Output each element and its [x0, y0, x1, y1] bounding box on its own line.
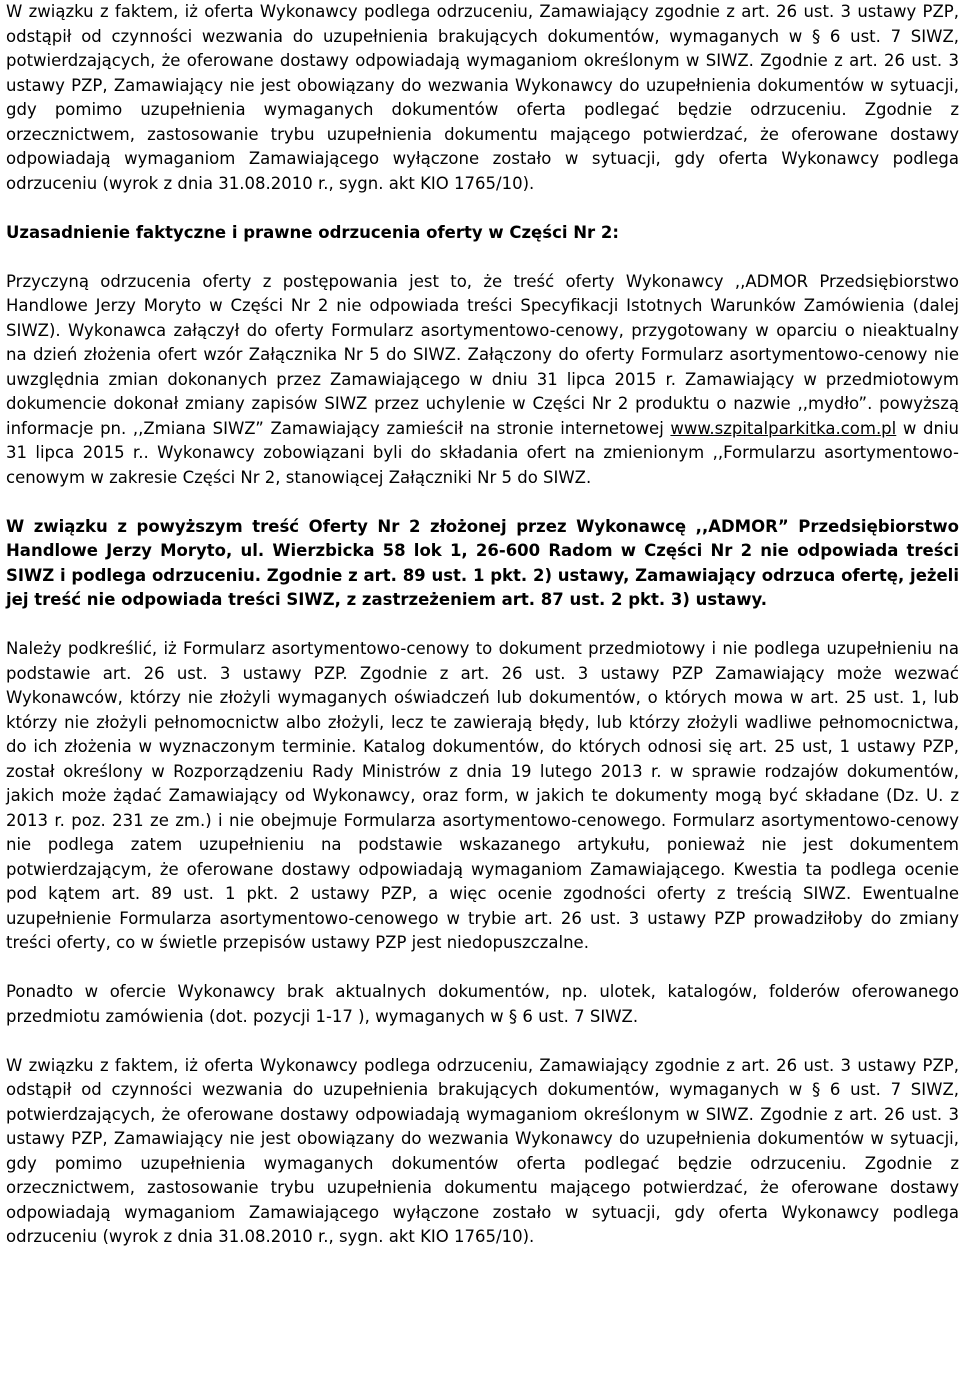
paragraph-form-not-supplementable: Należy podkreślić, iż Formularz asortymentowo-cenowy to dokument przedmiotowy i nie podlega uzupełnieniu na podstawie art. 26 ust. 3 ustawy PZP. Zgodnie z art. 26 ust. 3 ustawy PZP Zamawiający może wezwać Wykonawców, którzy nie złożyli wymaganych oświadczeń lub dokumentów, o których mowa w art. 25 ust. 1, lub którzy nie złożyli pełnomocnictw albo złożyli, lecz te zawierają błędy, lub którzy złożyli wadliwe pełnomocnictwa, do ich złożenia w wyznaczonym terminie. Katalog dokumentów, do których odnosi się art. 25 ust, 1 ustawy PZP, został określony w Rozporządzeniu Rady Ministrów z dnia 19 lutego 2013 r. w sprawie rodzajów dokumentów, jakich może żądać Zamawiający od Wykonawcy, oraz form, w jakich te dokumenty mogą być składane (Dz. U. z 2013 r. poz. 231 ze zm.) i nie obejmuje Formularza asortymentowo-cenowego. Formularz asortymentowo-cenowy nie podlega zatem uzupełnieniu na podstawie wskazanego artykułu, ponieważ nie jest dokumentem potwierdzającym, że oferowane dostawy odpowiadają wymaganiom Zamawiającego. Kwestia ta podlega ocenie pod kątem art. 89 ust. 1 pkt. 2 ustawy PZP, a więc ocenie zgodności oferty z treścią SIWZ. Ewentualne uzupełnienie Formularza asortymentowo-cenowego w trybie art. 26 ust. 3 ustawy PZP prowadziłoby do zmiany treści oferty, co w świetle przepisów ustawy PZP jest niedopuszczalne.: [6, 639, 959, 952]
rejection-reason-text: Przyczyną odrzucenia oferty z postępowania jest to, że treść oferty Wykonawcy ,,ADMOR Przedsiębiorstwo Handlowe Jerzy Moryto w Części Nr 2 nie odpowiada treści Specyfikacji Istotnych Warunków Zamówienia (dalej SIWZ). Wykonawca załączył do oferty Formularz asortymentowo-cenowy, przygotowany w oparciu o nieaktualny na dzień złożenia ofert wzór Załącznika Nr 5 do SIWZ. Załączony do oferty Formularz asortymentowo-cenowy nie uwzględnia zmian dokonanych przez Zamawiającego w dniu 31 lipca 2015 r. Zamawiający w przedmiotowym dokumencie dokonał zmiany zapisów SIWZ przez uchylenie w Części Nr 2 produktu o nazwie ,,mydło”. powyższą informacje pn. ,,Zmiana SIWZ” Zamawiający zamieścił na stronie internetowej: [6, 271, 959, 438]
section-heading: Uzasadnienie faktyczne i prawne odrzucenia oferty w Części Nr 2:: [6, 222, 620, 242]
paragraph-supplement-waiver: W związku z faktem, iż oferta Wykonawcy podlega odrzuceniu, Zamawiający zgodnie z art. 26 ust. 3 ustawy PZP, odstąpił od czynności wezwania do uzupełnienia brakujących dokumentów, wymaganych w § 6 ust. 7 SIWZ, potwierdzających, że oferowane dostawy odpowiadają wymaganiom określonym w SIWZ. Zgodnie z art. 26 ust. 3 ustawy PZP, Zamawiający nie jest obowiązany do wezwania Wykonawcy do uzupełnienia dokumentów w sytuacji, gdy pomimo uzupełnienia wymaganych dokumentów oferta podlegać będzie odrzuceniu. Zgodnie z orzecznictwem, zastosowanie trybu uzupełnienia dokumentu mającego potwierdzać, że oferowane dostawy odpowiadają wymaganiom Zamawiającego wyłączone zostało w sytuacji, gdy oferta Wykonawcy podlega odrzuceniu (wyrok z dnia 31.08.2010 r., sygn. akt KIO 1765/10).: [6, 2, 959, 193]
rejection-reason-text-continued: w dniu 31 lipca 2015 r.. Wykonawcy zobowiązani byli do składania ofert na zmienionym ,,Formularzu asortymentowo-cenowym w zakresie Części Nr 2, stanowiącej Załączniki Nr 5 do SIWZ.: [6, 418, 959, 487]
document-page: [6, 0, 959, 1250]
paragraph-conclusion: W związku z powyższym treść Oferty Nr 2 złożonej przez Wykonawcę ,,ADMOR” Przedsiębiorstwo Handlowe Jerzy Moryto, ul. Wierzbicka 58 lok 1, 26-600 Radom w Części Nr 2 nie odpowiada treści SIWZ i podlega odrzuceniu. Zgodnie z art. 89 ust. 1 pkt. 2) ustawy, Zamawiający odrzuca ofertę, jeżeli jej treść nie odpowiada treści SIWZ, z zastrzeżeniem art. 87 ust. 2 pkt. 3) ustawy.: [6, 516, 959, 609]
paragraph-rejection-reason: [6, 270, 959, 491]
paragraph-supplement-waiver-repeat: W związku z faktem, iż oferta Wykonawcy podlega odrzuceniu, Zamawiający zgodnie z art. 26 ust. 3 ustawy PZP, odstąpił od czynności wezwania do uzupełnienia brakujących dokumentów, wymaganych w § 6 ust. 7 SIWZ, potwierdzających, że oferowane dostawy odpowiadają wymaganiom określonym w SIWZ. Zgodnie z art. 26 ust. 3 ustawy PZP, Zamawiający nie jest obowiązany do wezwania Wykonawcy do uzupełnienia dokumentów w sytuacji, gdy pomimo uzupełnienia wymaganych dokumentów oferta podlegać będzie odrzuceniu. Zgodnie z orzecznictwem, zastosowanie trybu uzupełnienia dokumentu mającego potwierdzać, że oferowane dostawy odpowiadają wymaganiom Zamawiającego wyłączone zostało w sytuacji, gdy oferta Wykonawcy podlega odrzuceniu (wyrok z dnia 31.08.2010 r., sygn. akt KIO 1765/10).: [6, 1055, 959, 1246]
website-link[interactable]: www.szpitalparkitka.com.pl: [670, 418, 897, 438]
paragraph-missing-documents: Ponadto w ofercie Wykonawcy brak aktualnych dokumentów, np. ulotek, katalogów, folderów oferowanego przedmiotu zamówienia (dot. pozycji 1-17 ), wymaganych w § 6 ust. 7 SIWZ.: [6, 982, 959, 1026]
